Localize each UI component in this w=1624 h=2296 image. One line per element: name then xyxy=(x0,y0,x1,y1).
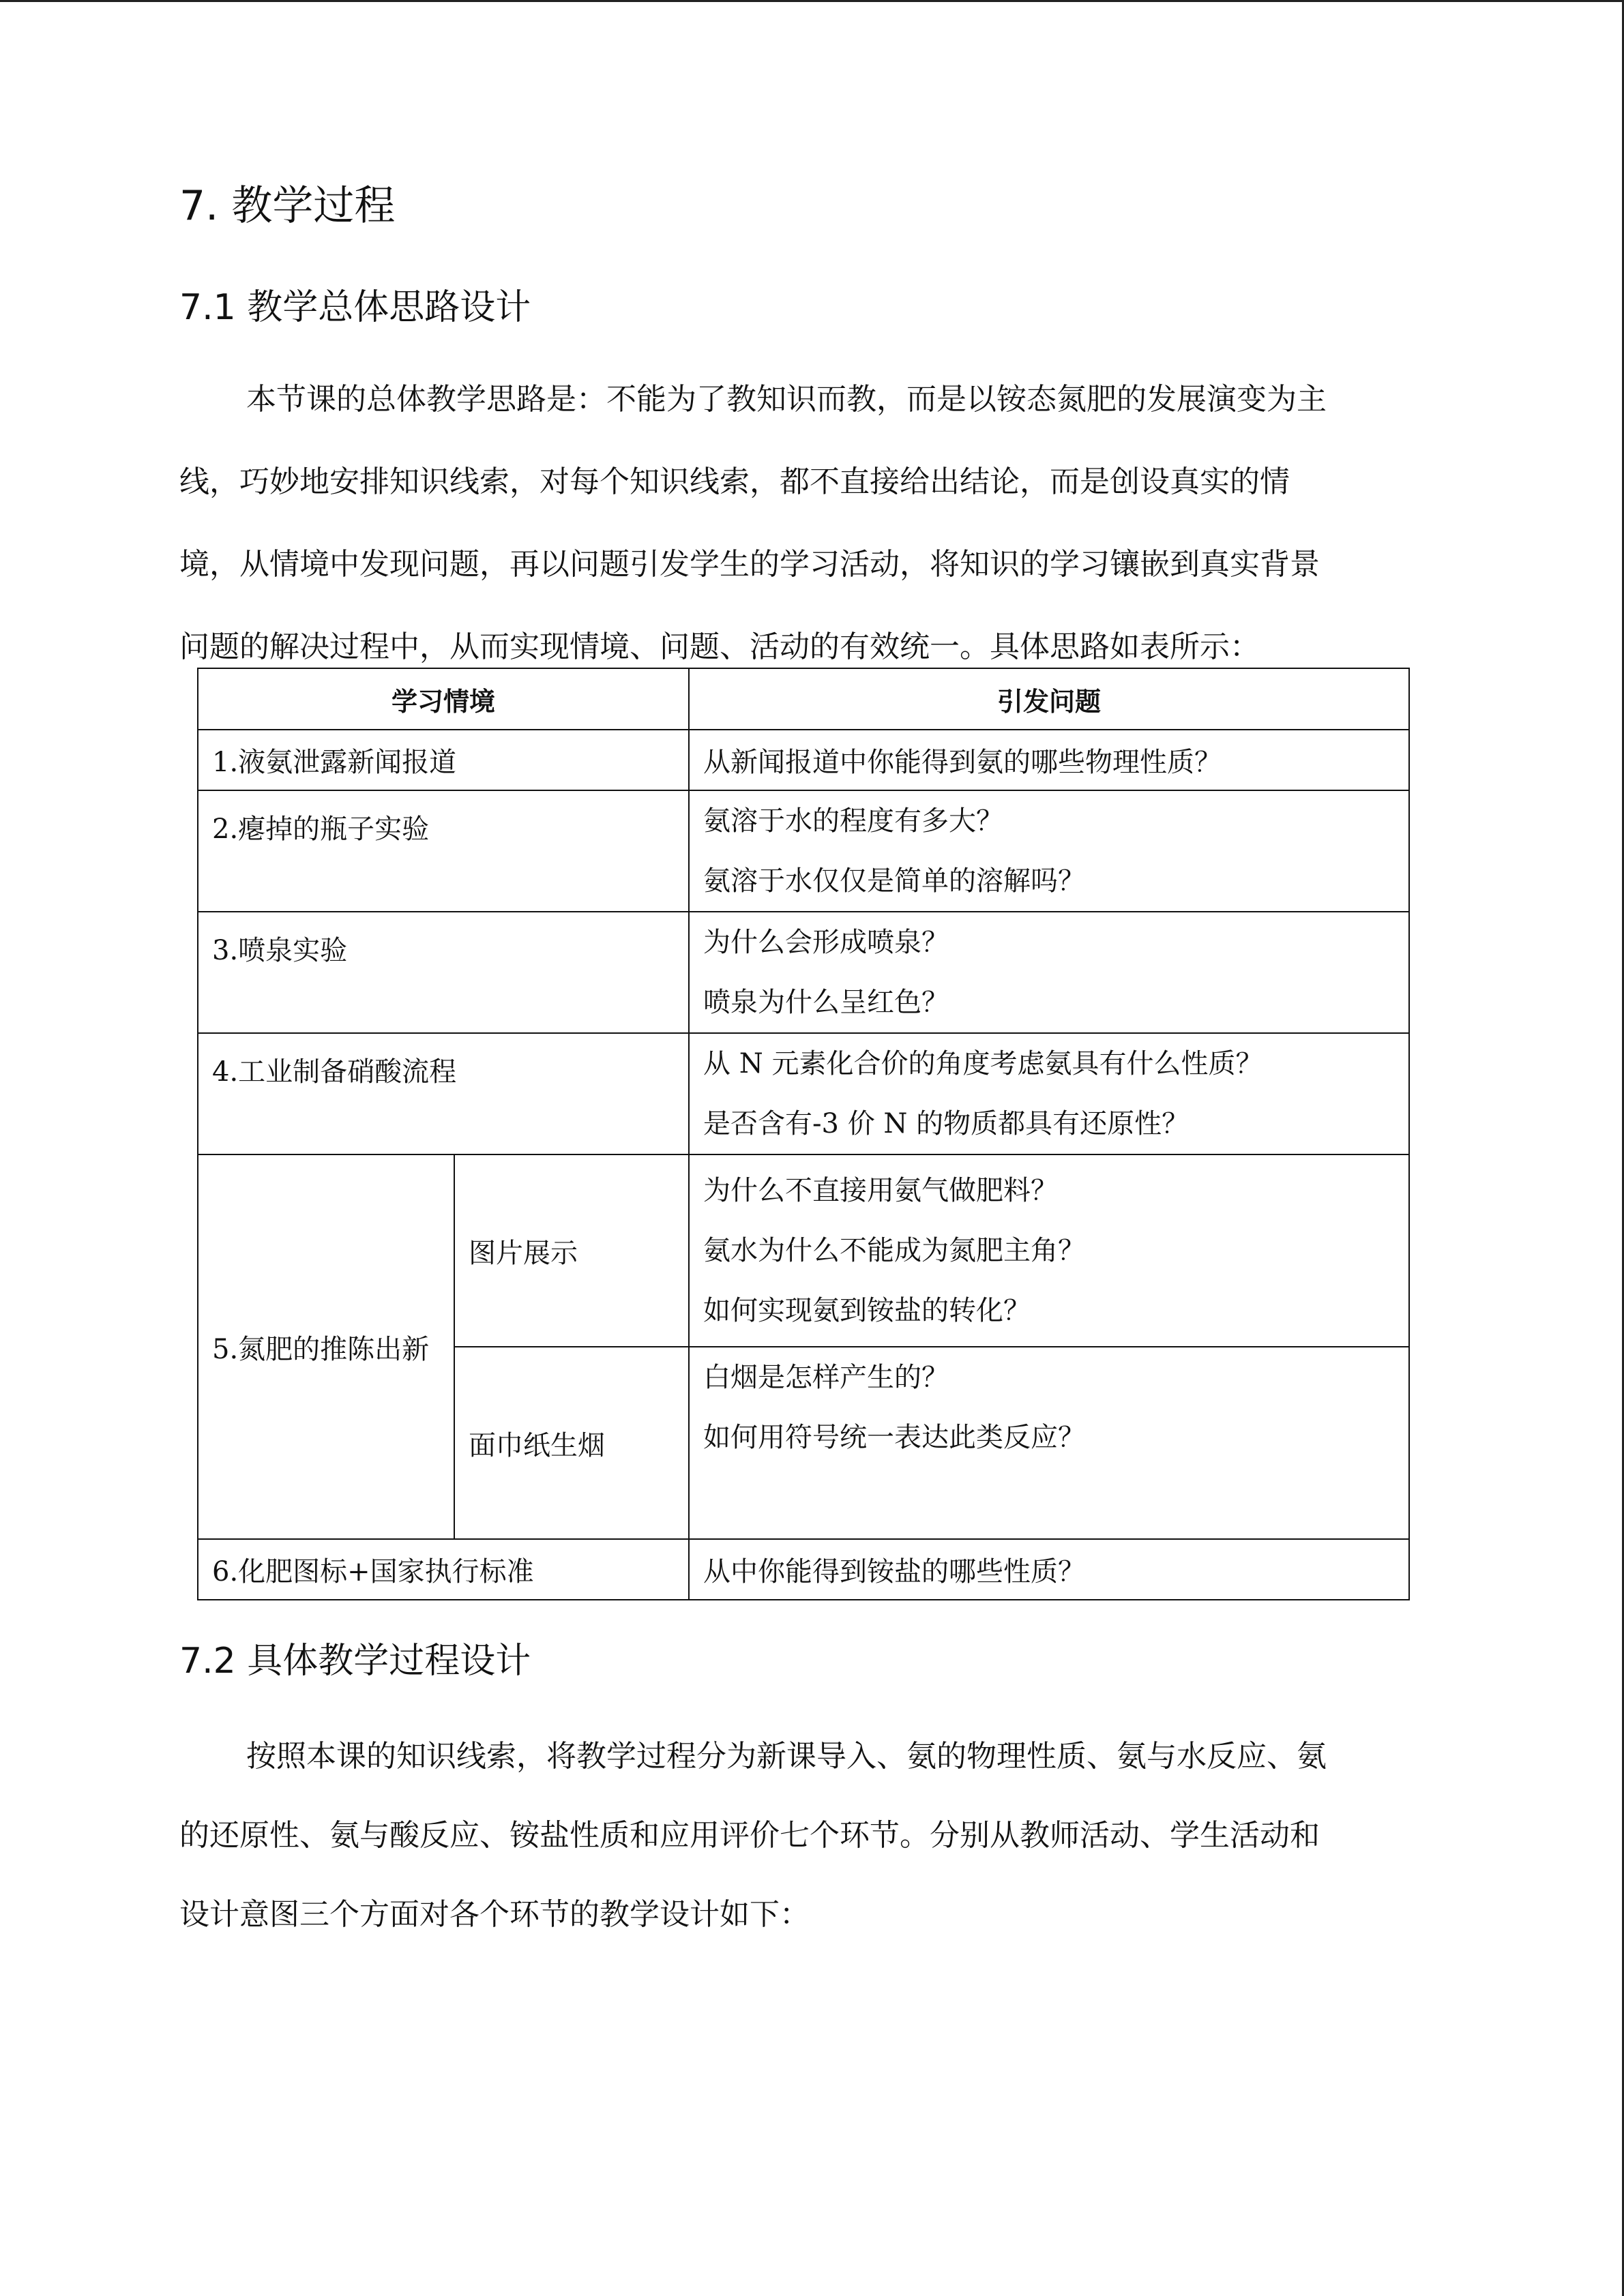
sub-situation-cell: 面巾纸生烟 xyxy=(469,1429,605,1461)
table-row xyxy=(198,790,1409,912)
situation-cell: 1.液氨泄露新闻报道 xyxy=(212,747,457,778)
header-questions: 引发问题 xyxy=(689,668,1409,730)
sub-situation-cell: 图片展示 xyxy=(469,1237,578,1269)
table-row xyxy=(198,1539,1409,1600)
table-header-row xyxy=(198,668,1409,730)
question-text: 从中你能得到铵盐的哪些性质？ xyxy=(703,1556,1086,1587)
paragraph-line: 境，从情境中发现问题，再以问题引发学生的学习活动，将知识的学习镶嵌到真实背景 xyxy=(179,547,1320,582)
question-text: 为什么会形成喷泉？ xyxy=(703,927,949,958)
page-top-border xyxy=(0,0,1624,2)
question-text: 如何实现氨到铵盐的转化？ xyxy=(703,1295,1031,1326)
question-text: 为什么不直接用氨气做肥料？ xyxy=(703,1175,1059,1206)
situation-cell: 3.喷泉实验 xyxy=(212,935,348,966)
table-row xyxy=(198,1033,1409,1154)
subsection-heading-7-1: 7.1 教学总体思路设计 xyxy=(179,287,531,328)
question-text: 氨溶于水仅仅是简单的溶解吗？ xyxy=(703,865,1086,897)
question-text: 氨水为什么不能成为氮肥主角？ xyxy=(703,1235,1086,1266)
table-row xyxy=(198,730,1409,790)
table-row xyxy=(198,1154,1409,1347)
question-text: 白烟是怎样产生的？ xyxy=(703,1362,949,1393)
situation-cell: 6.化肥图标+国家执行标准 xyxy=(212,1556,534,1587)
subsection-heading-7-2: 7.2 具体教学过程设计 xyxy=(179,1641,531,1682)
question-text: 喷泉为什么呈红色？ xyxy=(703,987,949,1018)
paragraph-line: 本节课的总体教学思路是：不能为了教知识而教，而是以铵态氮肥的发展演变为主 xyxy=(246,382,1327,417)
question-text: 如何用符号统一表达此类反应？ xyxy=(703,1422,1086,1453)
question-text: 是否含有-3 价 N 的物质都具有还原性？ xyxy=(703,1108,1190,1139)
paragraph-line: 设计意图三个方面对各个环节的教学设计如下： xyxy=(179,1897,810,1932)
header-situation: 学习情境 xyxy=(198,668,689,730)
question-text: 从新闻报道中你能得到氨的哪些物理性质？ xyxy=(703,747,1222,778)
situation-cell: 4.工业制备硝酸流程 xyxy=(212,1056,457,1088)
paragraph-line: 线，巧妙地安排知识线索，对每个知识线索，都不直接给出结论，而是创设真实的情 xyxy=(179,464,1290,499)
situation-cell: 2.瘪掉的瓶子实验 xyxy=(212,814,430,845)
situation-cell: 5.氮肥的推陈出新 xyxy=(212,1333,430,1365)
paragraph-line: 问题的解决过程中，从而实现情境、问题、活动的有效统一。具体思路如表所示： xyxy=(179,629,1260,664)
question-text: 从 N 元素化合价的角度考虑氨具有什么性质？ xyxy=(703,1048,1263,1079)
table-row xyxy=(198,912,1409,1033)
paragraph-line: 的还原性、氨与酸反应、铵盐性质和应用评价七个环节。分别从教师活动、学生活动和 xyxy=(179,1818,1320,1853)
question-text: 氨溶于水的程度有多大？ xyxy=(703,805,1004,837)
teaching-plan-table xyxy=(197,668,1410,1600)
section-heading: 7. 教学过程 xyxy=(179,182,396,230)
paragraph-line: 按照本课的知识线索，将教学过程分为新课导入、氨的物理性质、氨与水反应、氨 xyxy=(246,1739,1327,1774)
